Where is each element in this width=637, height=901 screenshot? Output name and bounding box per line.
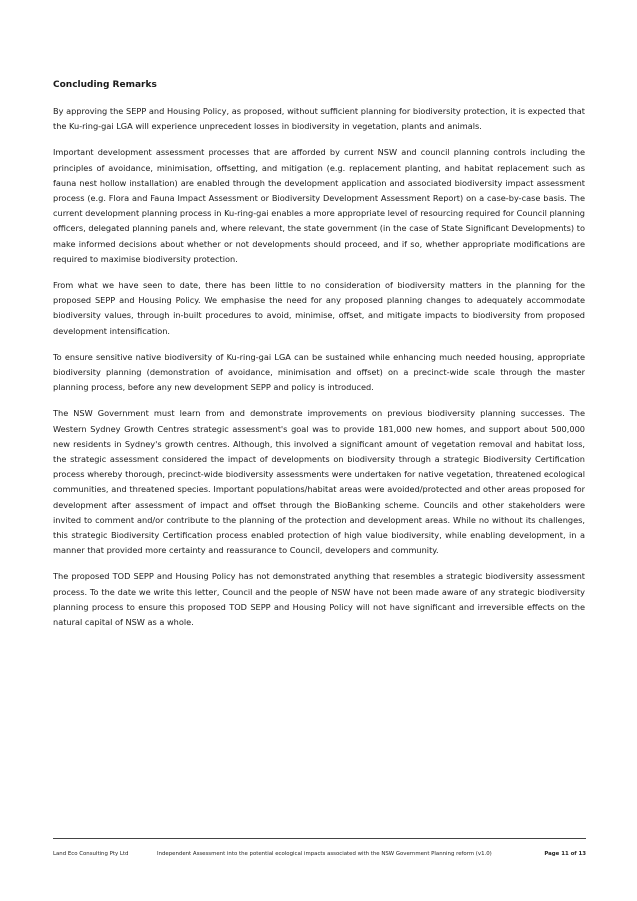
paragraph: By approving the SEPP and Housing Policy, as proposed, without sufficient planning for biodiversity protection, it is expected that the Ku-ring-gai LGA will experience unprecedent losses in biodiversity in vegetation, plants and animals.	[53, 106, 585, 132]
footer-divider	[53, 838, 586, 839]
section-heading: Concluding Remarks	[53, 80, 157, 90]
paragraph: From what we have seen to date, there has been little to no consideration of biodiversity matters in the planning for the proposed SEPP and Housing Policy. We emphasise the need for any proposed planning changes to adequately accommodate biodiversity values, through in-built procedures to avoid, minimise, offset, and mitigate impacts to biodiversity from proposed development intensification.	[53, 280, 585, 336]
document-body	[53, 79, 585, 641]
footer-company: Land Eco Consulting Pty Ltd	[53, 851, 129, 857]
paragraph: To ensure sensitive native biodiversity of Ku-ring-gai LGA can be sustained while enhancing much needed housing, appropriate biodiversity planning (demonstration of avoidance, minimisation and offset) on a precinct-wide scale through the master planning process, before any new development SEPP and policy is introduced.	[53, 351, 585, 393]
paragraph: Important development assessment processes that are afforded by current NSW and council planning controls including the principles of avoidance, minimisation, offsetting, and mitigation (e.g. replacement planting, and habitat replacement such as fauna nest hollow installation) are enabled through the development application and associated biodiversity impact assessment process (e.g. Flora and Fauna Impact Assessment or Biodiversity Development Assessment Report) on a case-by-case basis. The current development planning process in Ku-ring-gai enables a more appropriate level of resourcing required for Council planning officers, delegated planning panels and, where relevant, the state government (in the case of State Significant Developments) to make informed decisions about whether or not developments should proceed, and if so, whether appropriate modifications are required to maximise biodiversity protection.	[53, 147, 585, 264]
footer-document-title: Independent Assessment into the potential ecological impacts associated with the NSW Government Planning reform (v1.0)	[157, 851, 492, 857]
footer-page-number: Page 11 of 13	[544, 851, 586, 857]
paragraph: The proposed TOD SEPP and Housing Policy has not demonstrated anything that resembles a strategic biodiversity assessment process. To the date we write this letter, Council and the people of NSW have not been made aware of any strategic biodiversity planning process to ensure this proposed TOD SEPP and Housing Policy will not have significant and irreversible effects on the natural capital of NSW as a whole.	[53, 571, 585, 628]
paragraph: The NSW Government must learn from and demonstrate improvements on previous biodiversity planning successes. The Western Sydney Growth Centres strategic assessment's goal was to provide 181,000 new homes, and support about 500,000 new residents in Sydney's growth centres. Although, this involved a significant amount of vegetation removal and habitat loss, the strategic assessment considered the impact of developments on biodiversity through a strategic Biodiversity Certification process whereby thorough, precinct-wide biodiversity assessments were undertaken for native vegetation, threatened ecological communities, and threatened species. Important populations/habitat areas were avoided/protected and other areas proposed for development after assessment of impact and offset through the BioBanking scheme. Councils and other stakeholders were invited to comment and/or contribute to the planning of the protection and development areas. While no without its challenges, this strategic Biodiversity Certification process enabled protection of high value biodiversity, while enabling development, in a manner that provided more certainty and reassurance to Council, developers and community.	[53, 408, 585, 556]
